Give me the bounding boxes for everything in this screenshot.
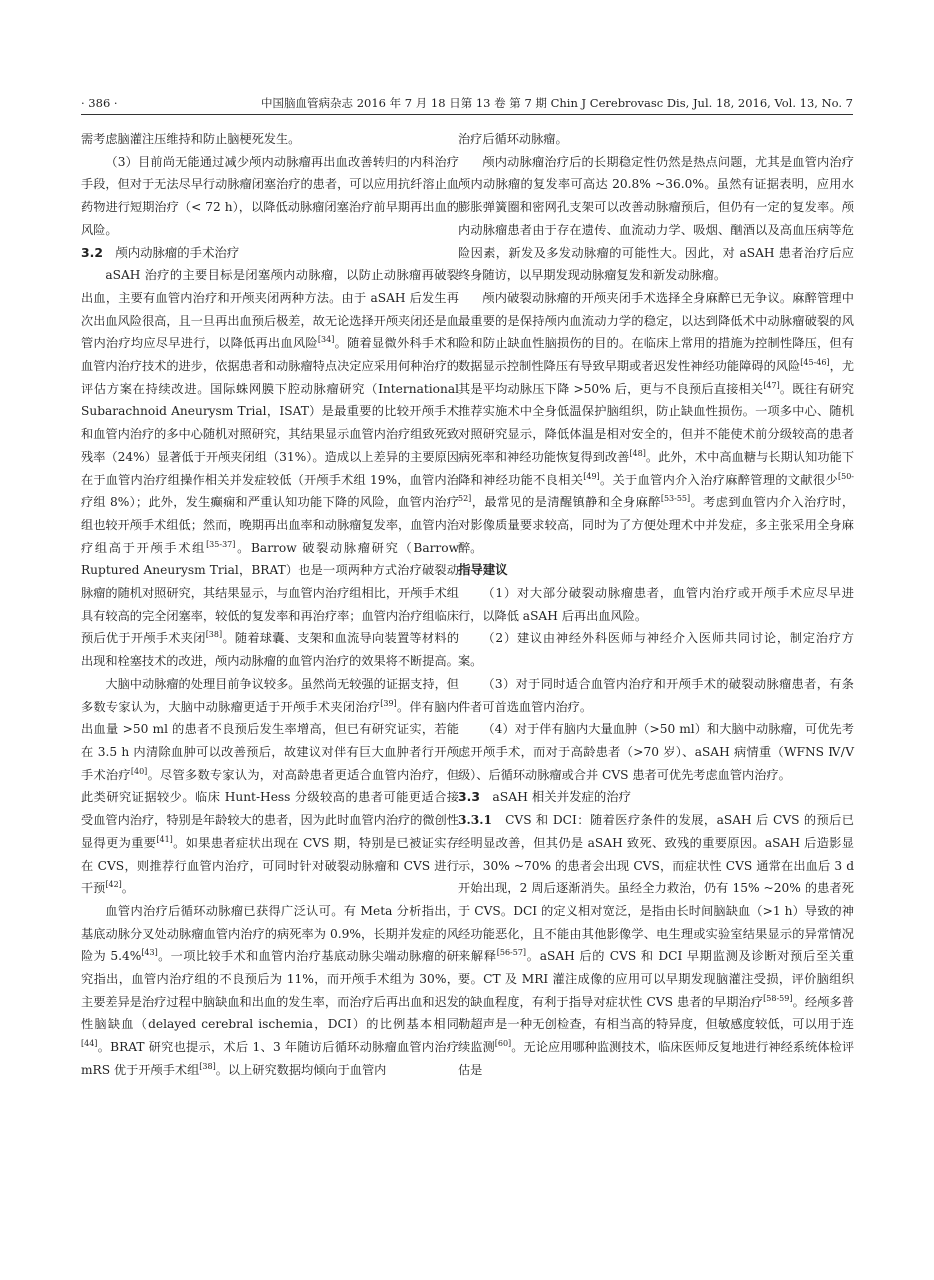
- citation: [56-57]: [496, 948, 527, 958]
- recommendation-item: （4）对于伴有脑内大量血肿（>50 ml）和大脑中动脉瘤，可优先考虑开颅手术，而对于高龄患者（>70 岁）、aSAH 病情重（WFNS Ⅳ/Ⅴ级）、后循环动脉瘤或合并 CVS 患者可优先考虑血管内治疗。: [458, 722, 854, 782]
- citation: [58-59]: [763, 993, 793, 1003]
- paragraph: 颅内破裂动脉瘤的开颅夹闭手术选择全身麻醉已无争议。麻醉管理中最重要的是保持颅内血流动力学的稳定，以达到降低术中动脉瘤破裂的风险和防止缺血性脑损伤的目的。在临床上常用的措施为控制性降压，但有数据显示控制性降压有导致早期或者迟发性神经功能障碍的风险[45-46]，尤其是平均动脉压下降 >50% 后，更与不良预后直接相关[47]。既往有研究推荐实施术中全身低温保护脑组织，防止缺血性损伤。一项多中心、随机对照研究显示，降低体温是相对安全的，但并不能使术前分级较高的患者病死率和神经功能恢复得到改善[48]。此外，术中高血糖与长期认知功能下降和神经功能不良相关[49]。关于血管内介入治疗麻醉管理的文献很少[50-52]，最常见的是清醒镇静和全身麻醉[53-55]。考虑到血管内介入治疗时，对影像质量要求较高，同时为了方便处理术中并发症，多主张采用全身麻醉。: [458, 290, 855, 555]
- paragraph: 颅内动脉瘤治疗后的长期稳定性仍然是热点问题，尤其是血管内治疗颅内动脉瘤的复发率可高达 20.8% ~36.0%。虽然有证据表明，应用水膨胀弹簧圈和密网孔支架可以改善动脉瘤预后，但仍有一定的复发率。颅内动脉瘤患者由于存在遗传、血流动力学、吸烟、酗酒以及高血压病等危险因素，新发及多发动脉瘤的可能性大。因此，对 aSAH 患者治疗后应终身随访，以早期发现动脉瘤复发和新发动脉瘤。: [458, 154, 854, 283]
- citation: [38]: [199, 1061, 216, 1071]
- citation: [42]: [105, 880, 122, 890]
- recommendation-item: （1）对大部分破裂动脉瘤患者，血管内治疗或开颅手术应尽早进行，以降低 aSAH 后再出血风险。: [458, 586, 854, 623]
- recommendation-item: （3）对于同时适合血管内治疗和开颅手术的破裂动脉瘤患者，有条件者可首选血管内治疗。: [458, 676, 854, 714]
- paragraph: aSAH 治疗的主要目标是闭塞颅内动脉瘤，以防止动脉瘤再破裂出血，主要有血管内治疗和开颅夹闭两种方法。由于 aSAH 后发生再次出血风险很高，且一旦再出血预后极差，故无论选择开颅夹闭还是血管内治疗均应尽早进行，以降低再出血风险[34]。随着显微外科手术和血管内治疗技术的进步，依据患者和动脉瘤特点决定应采用何种治疗的评估方案在持续改进。国际蛛网膜下腔动脉瘤研究（International Subarachnoid Aneurysm Trial，ISAT）是最重要的比较开颅手术和血管内治疗的多中心随机对照研究，其结果显示血管内治疗组致死致残率（24%）显著低于开颅夹闭组（31%）。造成以上差异的主要原因在于血管内治疗组操作相关并发症较低（开颅手术组 19%，血管内治疗组 8%）；此外，发生癫痫和严重认知功能下降的风险，血管内治疗组也较开颅手术组低；然而，晚期再出血率和动脉瘤复发率，血管内治疗组高于开颅手术组[35-37]。Barrow 破裂动脉瘤研究（Barrow Ruptured Aneurysm Trial，BRAT）也是一项两种方式治疗破裂动脉瘤的随机对照研究，其结果显示，与血管内治疗组相比，开颅手术组具有较高的完全闭塞率，较低的复发率和再治疗率；血管内治疗组临床预后优于开颅手术夹闭[38]。随着球囊、支架和血流导向装置等材料的出现和栓塞技术的改进，颅内动脉瘤的血管内治疗的效果将不断提高。: [81, 268, 460, 669]
- left-column: [81, 128, 459, 1082]
- running-header: [81, 94, 853, 115]
- paragraph: 大脑中动脉瘤的处理目前争议较多。虽然尚无较强的证据支持，但多数专家认为，大脑中动脉瘤更适于开颅手术夹闭治疗[39]。伴有脑内出血量 >50 ml 的患者不良预后发生率增高，但已有研究证实，若能在 3.5 h 内清除血肿可以改善预后，故建议对伴有巨大血肿者行开颅手术治疗[40]。尽管多数专家认为，对高龄患者更适合血管内治疗，但此类研究证据较少。临床 Hunt-Hess 分级较高的患者可能更适合接受血管内治疗，特别是年龄较大的患者，因为此时血管内治疗的微创性显得更为重要[41]。如果患者症状出现在 CVS 期，特别是已被证实存在 CVS，则推荐行血管内治疗，可同时针对破裂动脉瘤和 CVS 进行干预[42]。: [81, 676, 460, 896]
- section-heading-3-2: 3.2 颅内动脉瘤的手术治疗: [81, 244, 240, 260]
- citation: [43]: [141, 948, 158, 958]
- citation: [50-52]: [458, 471, 854, 504]
- citation: [60]: [494, 1039, 512, 1049]
- paragraph: 血管内治疗后循环动脉瘤已获得广泛认可。有 Meta 分析指出，基底动脉分叉处动脉瘤血管内治疗的病死率为 0.9%，长期并发症的风险为 5.4%[43]。一项比较手术和血管内治疗基底动脉尖端动脉瘤的研究指出，血管内治疗组的不良预后为 11%，而开颅手术组为 30%，主要差异是治疗过程中脑缺血和出血的发生率，而治疗后再出血和迟发性脑缺血（delayed cerebral ischemia，DCI）的比例基本相同[44]。BRAT 研究也提示，术后 1、3 年随访后循环动脉瘤血管内治疗 mRS 优于开颅手术组[38]。以上研究数据均倾向于血管内: [81, 903, 459, 1077]
- recommendations-heading: 指导建议: [458, 562, 508, 578]
- citation: [53-55]: [660, 494, 691, 504]
- citation: [48]: [629, 448, 646, 458]
- citation: [45-46]: [800, 357, 830, 367]
- citation: [39]: [380, 698, 397, 708]
- recommendation-item: （2）建议由神经外科医师与神经介入医师共同讨论，制定治疗方案。: [458, 631, 854, 669]
- citation: [41]: [156, 834, 173, 844]
- subsection-number: 3.3.1: [458, 813, 492, 828]
- paragraph: （3）目前尚无能通过减少颅内动脉瘤再出血改善转归的内科治疗手段，但对于无法尽早行动脉瘤闭塞治疗的患者，可以应用抗纤溶止血药物进行短期治疗（< 72 h），以降低动脉瘤闭塞治疗前早期再出血的风险。: [81, 154, 459, 237]
- citation: [47]: [763, 380, 780, 390]
- citation: [40]: [130, 766, 148, 776]
- paragraph: 3.3.1 CVS 和 DCI：随着医疗条件的发展，aSAH 后 CVS 的预后已经明显改善，但其仍是 aSAH 致死、致残的重要原因。aSAH 后造影显示，30% ~70% 的患者会出现 CVS，而症状性 CVS 通常在出血后 3 d 开始出现，2 周后逐渐消失。虽经全力救治，仍有 15% ~20% 的患者死于 CVS。DCI 的定义相对宽泛，是指由长时间脑缺血（>1 h）导致的神经功能恶化，且不能由其他影像学、电生理或实验室结果显示的异常情况来解释[56-57]。aSAH 后的 CVS 和 DCI 早期监测及诊断对预后至关重要。CT 及 MRI 灌注成像的应用可以早期发现脑灌注受损，评价脑组织的缺血程度，有利于指导对症状性 CVS 患者的早期治疗[58-59]。经颅多普勒超声是一种无创检查，有相当高的特异度，但敏感度较低，可以用于连续监测[60]。无论应用哪种监测技术，临床医师反复地进行神经系统体检评估是: [458, 813, 855, 1077]
- journal-citation: 中国脑血管病杂志 2016 年 7 月 18 日第 13 卷 第 7 期 Chin J Cerebrovasc Dis, Jul. 18, 2016, Vol. 13, No. 7: [261, 96, 853, 110]
- citation: [44]: [81, 1039, 98, 1049]
- paragraph: 需考虑脑灌注压维持和防止脑梗死发生。: [81, 132, 301, 146]
- citation: [38]: [205, 630, 223, 640]
- citation: [49]: [583, 471, 600, 481]
- paragraph: 治疗后循环动脉瘤。: [458, 132, 568, 146]
- citation: [35-37]: [206, 539, 236, 549]
- right-column: [458, 128, 854, 1082]
- citation: [34]: [317, 335, 335, 345]
- page-number: · 386 ·: [81, 96, 118, 110]
- section-heading-3-3: 3.3 aSAH 相关并发症的治疗: [458, 789, 632, 805]
